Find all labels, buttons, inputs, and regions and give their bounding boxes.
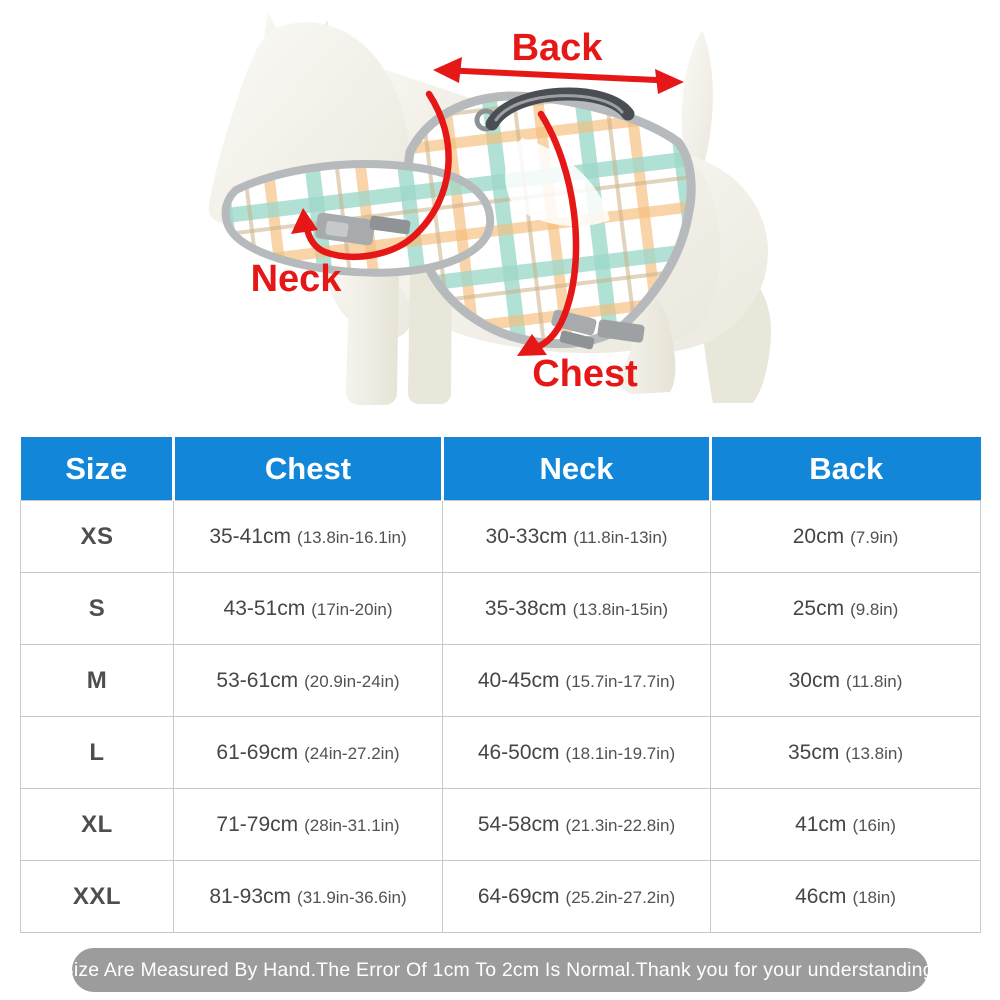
- size-table-header: [21, 437, 981, 501]
- back-label: Back: [511, 27, 603, 69]
- size-cell: S: [21, 573, 174, 645]
- dog-measurement-diagram: [0, 0, 1000, 434]
- neck-cell: 54-58cm (21.3in-22.8in): [443, 789, 711, 861]
- neck-label: Neck: [250, 258, 342, 300]
- size-cell: M: [21, 645, 174, 717]
- size-cell: XL: [21, 789, 174, 861]
- chest-cell: 53-61cm (20.9in-24in): [174, 645, 443, 717]
- neck-cell: 40-45cm (15.7in-17.7in): [443, 645, 711, 717]
- size-cell: L: [21, 717, 174, 789]
- chest-cell: 71-79cm (28in-31.1in): [174, 789, 443, 861]
- size-cell: XS: [21, 501, 174, 573]
- header-size: Size: [21, 437, 174, 501]
- chest-cell: 61-69cm (24in-27.2in): [174, 717, 443, 789]
- neck-cell: 46-50cm (18.1in-19.7in): [443, 717, 711, 789]
- back-cell: 35cm (13.8in): [711, 717, 981, 789]
- back-cell: 41cm (16in): [711, 789, 981, 861]
- size-table: [20, 437, 981, 933]
- table-row: [21, 573, 981, 645]
- measurement-note-text: Size Are Measured By Hand.The Error Of 1cm To 2cm Is Normal.Thank you for your understanding.: [60, 958, 940, 981]
- chest-label: Chest: [532, 353, 638, 395]
- neck-cell: 64-69cm (25.2in-27.2in): [443, 861, 711, 933]
- header-neck: Neck: [443, 437, 711, 501]
- back-cell: 46cm (18in): [711, 861, 981, 933]
- chest-cell: 81-93cm (31.9in-36.6in): [174, 861, 443, 933]
- table-row: [21, 501, 981, 573]
- back-cell: 25cm (9.8in): [711, 573, 981, 645]
- header-chest: Chest: [174, 437, 443, 501]
- header-back: Back: [711, 437, 981, 501]
- size-cell: XXL: [21, 861, 174, 933]
- back-cell: 20cm (7.9in): [711, 501, 981, 573]
- table-row: [21, 645, 981, 717]
- table-row: [21, 717, 981, 789]
- back-cell: 30cm (11.8in): [711, 645, 981, 717]
- table-row: [21, 861, 981, 933]
- dog-vest-illustration: [0, 0, 1000, 434]
- neck-cell: 35-38cm (13.8in-15in): [443, 573, 711, 645]
- table-row: [21, 789, 981, 861]
- neck-cell: 30-33cm (11.8in-13in): [443, 501, 711, 573]
- dog-front-leg-near: [346, 262, 399, 405]
- chest-cell: 43-51cm (17in-20in): [174, 573, 443, 645]
- measurement-note-pill: [60, 948, 940, 992]
- chest-cell: 35-41cm (13.8in-16.1in): [174, 501, 443, 573]
